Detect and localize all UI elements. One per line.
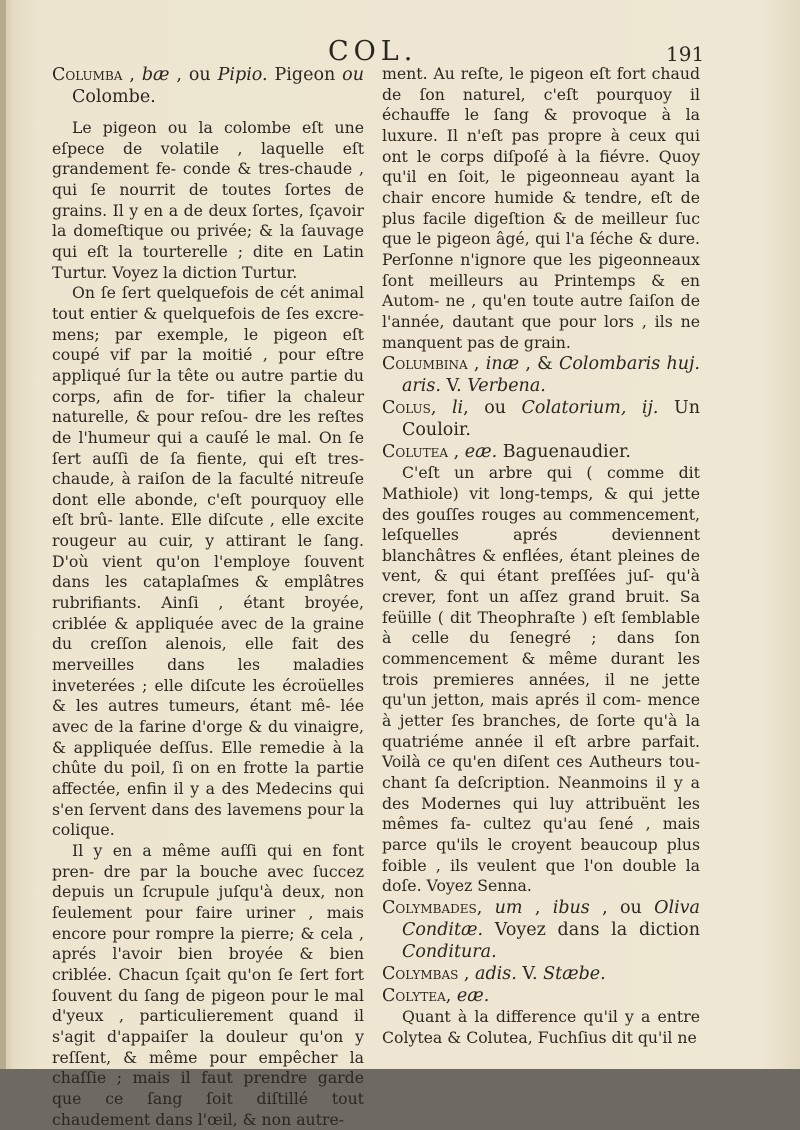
dictionary-entry (52, 64, 364, 108)
entry-headword: Columbina (382, 354, 468, 375)
italic-segment: um (494, 897, 523, 918)
paragraph: C'eſt un arbre qui ( comme dit Mathiole) vit long-temps, & qui jette des gouſſes rouges au commencement, leſquelles aprés deviennent blanchâtres & enflées, étant pleines de vent, & qui étant preſſées juſ- qu'à crever, font un aſſez grand bruit. Sa feüille ( dit Theophraſte ) eſt ſemblable à celle du ſenegré ; dans ſon commencement & même durant les trois premieres années, il ne jette qu'un jetton, mais aprés il com- mence à jetter ſes branches, de ſorte qu'à la quatriéme année il eſt arbre parfait. Voilà ce qu'en diſent ces Autheurs tou- chant ſa deſcription. Neanmoins il y a des Modernes qui luy attribuënt les mêmes fa- cultez qu'au ſené , mais parce qu'ils le croyent beaucoup plus foible , ils veulent que l'on double la doſe. Voyez Senna. (382, 463, 700, 896)
italic-segment: Conditura. (402, 941, 497, 962)
paragraph: Le pigeon ou la colombe eſt une eſpece de volatile , laquelle eſt grandement fe- conde & tres-chaude , qui ſe nourrit de toutes ſortes de grains. Il y en a de deux ſortes, ſçavoir la domeſtique ou privée; & la ſauvage qui eſt la tourterelle ; dite en Latin Turtur. Voyez la diction Turtur. (52, 118, 364, 282)
paragraph: ment. Au reſte, le pigeon eſt fort chaud de ſon naturel, c'eſt pourquoy il échauffe le ſang & provoque à la luxure. Il n'eſt pas propre à ceux qui ont le corps diſpoſé à la fiévre. Quoy qu'il en ſoit, le pigeonneau ayant la chair encore humide & tendre, eſt de plus facile digeſtion & de meilleur ſuc que le pigeon âgé, qui l'a ſéche & dure. Perſonne n'ignore que les pigeonneaux ſont meilleurs au Printemps & en Autom- ne , qu'en toute autre ſaiſon de l'année, dautant que pour lors , ils ne manquent pas de grain. (382, 64, 700, 352)
italic-segment: Stæbe. (543, 963, 606, 984)
paragraph: On ſe ſert quelquefois de cét animal tout entier & quelquefois de ſes excre- mens; par exemple, le pigeon eſt coupé vif par la moitié , pour eſtre appliqué ſur la tête ou autre partie du corps, afin de for- tifier la chaleur naturelle, & pour reſou- dre les reſtes de l'humeur qui a cauſé le mal. On ſe ſert auſſi de ſa fiente, qui eſt tres- chaude, à raiſon de la faculté nitreuſe dont elle abonde, c'eſt pourquoy elle eſt brû- lante. Elle diſcute , elle excite rougeur au cuir, y attirant le ſang. D'où vient qu'on l'employe ſouvent dans les cataplaſmes & emplâtres rubrifiants. Ainſi , étant broyée, criblée & appliquée avec de la graine du creſſon alenois, elle fait des merveilles dans les maladies inveterées ; elle diſcute les écroüelles & les autres tumeurs, étant mê- lée avec de la farine d'orge & du vinaigre, & appliquée deſſus. Elle remedie à la chûte du poil, ſi on en frotte la partie affectée, enfin il y a des Medecins qui s'en ſervent dans des lavemens pour la colique. (52, 283, 364, 840)
entry-headword: Colutea (382, 442, 449, 463)
italic-segment: ou (342, 65, 364, 85)
entry-rest (458, 964, 605, 984)
entry-rest (448, 442, 631, 462)
text-segment: Baguenaudier. (497, 442, 631, 463)
page-number: 191 (666, 42, 705, 66)
dictionary-entry (382, 397, 700, 441)
dictionary-entry (382, 441, 700, 463)
italic-segment: Colatorium, ij. (521, 398, 659, 419)
right-column (382, 64, 700, 1048)
text-segment: Voyez dans la diction (483, 919, 700, 940)
entry-headword: Colymbades (382, 897, 477, 918)
text-segment: , (445, 985, 457, 1006)
binding-gutter (0, 0, 6, 1069)
text-segment: , (467, 354, 486, 375)
left-column (52, 64, 364, 1130)
entry-headword: Colytea (382, 985, 446, 1006)
text-segment: Colombe. (72, 87, 156, 107)
text-segment: Un Couloir. (402, 398, 700, 441)
text-segment: , (458, 963, 476, 984)
paragraph: Il y en a même auſſi qui en font pren- dre par la bouche avec ſuccez depuis un ſcrupule juſqu'à deux, non ſeulement pour faire uriner , mais encore pour rompre la pierre; & cela , aprés l'avoir bien broyée & bien criblée. Chacun ſçait qu'on ſe ſert fort ſouvent du ſang de pigeon pour le mal d'yeux , particulierement quand il s'agit d'appaiſer la douleur qu'on y reſſent, & même pour empêcher la chaſſie ; mais il faut prendre garde que ce ſang ſoit diſtillé tout chaudement dans l'œil, & non autre- (52, 840, 364, 1129)
italic-segment: bæ (141, 65, 170, 85)
text-segment: , (476, 897, 495, 918)
text-segment: , (122, 65, 142, 85)
italic-segment: adis. (475, 963, 517, 984)
text-segment: Pigeon (267, 65, 343, 85)
dictionary-entry (382, 353, 700, 397)
entry-rest (446, 986, 490, 1006)
entry-rest (402, 398, 700, 440)
dictionary-entry (382, 897, 700, 963)
entry-headword: Colus (382, 398, 431, 419)
italic-segment: Pipio. (217, 65, 268, 85)
italic-segment: inæ (485, 354, 520, 375)
text-segment: , & (519, 354, 559, 375)
italic-segment: Verbena. (467, 376, 546, 397)
italic-segment: Colombaris huj. aris. (402, 354, 700, 397)
text-segment: , ou (463, 398, 522, 419)
text-segment: V. (516, 963, 544, 984)
text-segment: , (522, 897, 553, 918)
italic-segment: eæ. (464, 442, 498, 463)
text-segment: V. (440, 376, 468, 397)
paragraph: Quant à la difference qu'il y a entre Colytea & Colutea, Fuchſius dit qu'il ne (382, 1006, 700, 1047)
italic-segment: eæ. (456, 985, 490, 1006)
italic-segment: Oliva Conditæ. (402, 897, 700, 940)
text-segment: , ou (169, 65, 218, 85)
text-segment: , (430, 398, 452, 419)
entry-headword: Columba (52, 65, 123, 85)
dictionary-entry (382, 985, 700, 1007)
italic-segment: li (451, 398, 464, 419)
text-segment: , (448, 442, 465, 463)
dictionary-entry (382, 963, 700, 985)
entry-headword: Colymbas (382, 963, 459, 984)
text-segment: , ou (589, 897, 655, 918)
running-head: COL. (328, 36, 418, 67)
italic-segment: ibus (552, 897, 590, 918)
